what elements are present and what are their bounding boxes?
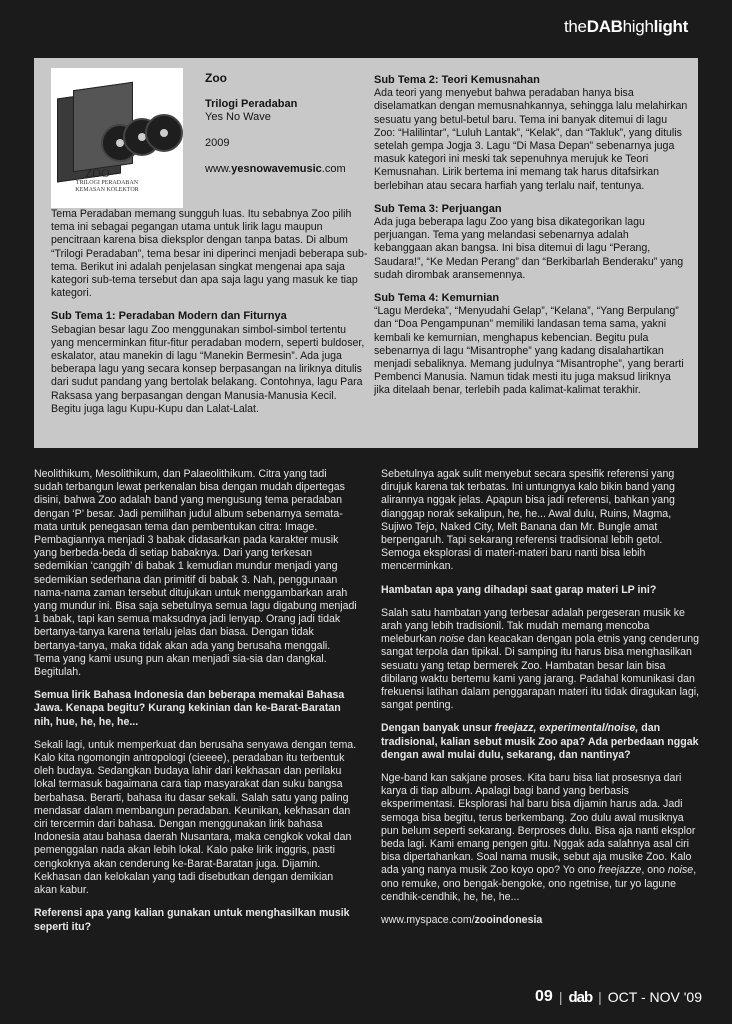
subtheme-4-text: “Lagu Merdeka”, “Menyudahi Gelap”, “Kelana”, “Yang Berpulang” dan “Doa Pengampunan” memiliki landasan tema sama, yakni kembali ke kemurnian, menghapus kebencian. Begitu pula sebenarnya di lagu “Misantrophe” yang kadang disalahartikan menjadi sebaliknya. Memang judulnya “Misantrophe”, yang berarti Pembenci Manusia. Namun tidak mesti itu juga maksud liriknya jika ditelaah benar, terlebih pada kalimat-kalimat terakhir. [374, 305, 684, 397]
footer-divider: | [598, 989, 602, 1005]
album-artist: Zoo [205, 71, 227, 85]
interview-question: Semua lirik Bahasa Indonesia dan beberapa memakai Bahasa Jawa. Kenapa begitu? Kurang kekinian dan ke-Barat-Baratan nih, hue, he, he, he... [34, 689, 345, 728]
album-title: Trilogi Peradaban [205, 98, 298, 110]
article-paragraph: Neolithikum, Mesolithikum, dan Palaeolithikum. Citra yang tadi sudah terbangun lewat perkenalan bisa dengan mudah dipertegas disini, bahwa Zoo adalah band yang mengusung tema peradaban dengan ‘P’ besar. Jadi pemilihan judul album sebenarnya semata-mata untuk penegasan tema dan pembentukan citra: Image. Pembagiannya menjadi 3 babak didasarkan pada karakter musik yang berbeda-beda di setiap babaknya. Dari yang terkesan sedemikian ‘canggih’ di babak 1 kemudian mundur menjadi yang sedemikian sederhana dan primitif di babak 3. Nah, penggunaan nama-nama zaman tersebut ditujukan untuk menggambarkan arah yang mundur ini. Bisa saja sebetulnya semua lagu digabung menjadi 1 babak, tapi kan semua maksudnya jadi lenyap. Orang jadi tidak bertanya-tanya karena terlalu jelas dan biasa. Dengan tidak bertanya-tanya, maka tidak akan ada yang berusaha menggali. Tema yang kami usung pun akan menjadi sia-sia dan dangkal. Begitulah. [34, 468, 357, 679]
album-year: 2009 [205, 137, 230, 149]
interview-question: Dengan banyak unsur freejazz, experimental/noise, dan tradisional, kalian sebut musik Zoo apa? Ada perbedaan nggak dengan awal mulai dulu, sekarang, dan nantinya? [381, 722, 699, 761]
interview-question: Hambatan apa yang dihadapi saat garap materi LP ini? [381, 583, 657, 596]
box-left-column [51, 208, 369, 416]
myspace-link[interactable]: www.myspace.com/zooindonesia [381, 914, 543, 927]
article-paragraph: Sekali lagi, untuk memperkuat dan berusaha senyawa dengan tema. Kalo kita ngomongin antropologi (cieeee), peradaban itu terbentuk oleh budaya. Sedangkan budaya lahir dari kekhasan dan perilaku lokal termasuk bagaimana cara tiap masyarakat dan suku bangsa berbahasa. Berarti, bahasa itu dasar sekali. Salah satu yang paling mendasar dalam membangun peradaban. Keunikan, kekhasan dan ciri tercermin dari bahasa. Dengan menggunakan lirik bahasa Indonesia atau bahasa daerah Nusantara, maka cengkok vokal dan pemenggalan nada akan lebih lokal. Kalo pake lirik inggris, pasti cengkoknya akan cenderung ke-Barat-Baratan juga. Dijamin. Kekhasan dan kelokalan yang tadi disebutkan dengan demikian akan kabur. [34, 738, 357, 897]
subtheme-2-text: Ada teori yang menyebut bahwa peradaban hanya bisa diselamatkan dengan memusnahkannya, sehingga lalu melahirkan sesuatu yang betul-betul baru. Tema ini banyak ditemui di lagu Zoo: “Halilintar”, “Luluh Lantak”, “Kelak”, dan “Takluk”, yang ditulis setelah gempa Jogja 3. Lagu “Di Masa Depan” sebenarnya juga masuk kategori ini meski tak sepenuhnya merujuk ke Teori Kemusnahan. Lirik bertema ini memang tak harus ditafsirkan berlebihan atau secara harfiah yang terlalu naif, tentunya. [374, 87, 688, 192]
album-label: Yes No Wave [205, 111, 271, 123]
cd-disc-icon [145, 114, 183, 152]
subtheme-1-heading: Sub Tema 1: Peradaban Modern dan Fiturnya [51, 310, 287, 323]
interview-question: Referensi apa yang kalian gunakan untuk menghasilkan musik seperti itu? [34, 907, 350, 933]
article-paragraph: Nge-band kan sakjane proses. Kita baru bisa liat prosesnya dari karya di tiap album. Apalagi bagi band yang berbasis eksperimentasi. Eksplorasi hal baru bisa dijamin harus ada. Jadi semoga bisa begitu, terus berkembang. Zoo dulu awal musiknya pun belum seperti sekarang. Berproses dulu. Bisa aja nanti eksplor beda lagi. Kami emang pengen gitu. Nggak ada salahnya asal ciri bisa dipertahankan. Soal nama musik, sebut aja musike Zoo. Kalo ada yang nanya musik Zoo koyo opo? Yo ono freejazze, ono noise, ono remuke, ono bengak-bengoke, ono ngetnise, tur yo lagune cendhik-cendhik, he, he, he... [381, 772, 697, 903]
subtheme-3-heading: Sub Tema 3: Perjuangan [374, 202, 502, 215]
article-right-column [381, 468, 701, 927]
page-footer [535, 988, 702, 1006]
dab-logo: dab [568, 988, 593, 1006]
footer-divider: | [558, 989, 563, 1005]
album-info [205, 72, 346, 176]
article-paragraph: Salah satu hambatan yang terbesar adalah pergeseran musik ke arah yang lebih tradisionil. Tak mudah memang mencoba meleburkan noise dan keacakan dengan pola etnis yang cenderung sangat terpola dan tipikal. Di samping itu harus bisa menghasilkan sesuatu yang tetap bermerek Zoo. Hambatan besar lain bisa dibilang waktu bertemu kami yang jarang. Padahal komunikasi dan frekuensi latihan dalam penggarapan materi itu tidak diragukan lagi, sangat penting. [381, 606, 700, 712]
subtheme-3-text: Ada juga beberapa lagu Zoo yang bisa dikategorikan lagu perjuangan. Tema yang melandasi sebenarnya adalah kebanggaan akan bangsa. Ini bisa ditemui di lagu “Perang, Saudara!”, “Ke Medan Perang” dan “Berkibarlah Benderaku” yang sudah dirombak aransemennya. [374, 216, 684, 281]
subtheme-1-text: Sebagian besar lagu Zoo menggunakan simbol-simbol tertentu yang mencerminkan fitur-fitur peradaban modern, seperti buldoser, eskalator, atau manekin di lagu “Manekin Bermesin”. Ada juga beberapa lagu yang secara konsep berpasangan na liriknya ditulis dari sudut pandang yang bertolak belakang. Contohnya, lagu Para Raksasa yang berpasangan dengan Manusia-Manusia Kecil. Begitu juga lagu Kupu-Kupu dan Lalat-Lalat. [51, 323, 365, 415]
page-number: 09 [535, 988, 553, 1005]
album-url[interactable]: www.yesnowavemusic.com [205, 163, 346, 175]
box-right-column [374, 74, 688, 398]
cover-subtitle: TRILOGI PERADABAN KEMASAN KOLEKTOR [75, 180, 139, 193]
subtheme-4-heading: Sub Tema 4: Kemurnian [374, 292, 500, 305]
masthead: theDABhighlight [563, 17, 688, 36]
intro-paragraph: Tema Peradaban memang sungguh luas. Itu sebabnya Zoo pilih tema ini sebagai pegangan utama untuk lirik lagu maupun pencitraan karena bisa dieksplor dengan tanpa batas. Di album “Trilogi Peradaban”, tema besar ini diperinci menjadi beberapa sub-tema. Berikut ini adalah penjelasan singkat mengenai apa saja kategori sub-tema tersebut dan apa saja lagu yang masuk ke tiap kategori. [51, 208, 368, 300]
info-box [34, 58, 698, 448]
article-paragraph: Sebetulnya agak sulit menyebut secara spesifik referensi yang dirujuk karena tak terbatas. Ini untungnya kalo bikin band yang alirannya nggak jelas. Apapun bisa jadi referensi, bahkan yang dianggap norak sekalipun, he, he... Awal dulu, Ruins, Magma, Sujiwo Tejo, Naked City, Melt Banana dan Mr. Bungle amat berpengaruh. Tapi sekarang referensi tradisional lebih getol. Semoga eksplorasi di materi-materi baru nanti bisa lebih mencerminkan. [381, 468, 675, 573]
issue-date: OCT - NOV '09 [607, 989, 702, 1005]
subtheme-2-heading: Sub Tema 2: Teori Kemusnahan [374, 74, 540, 86]
album-cover-image [51, 68, 183, 208]
article-left-column [34, 468, 358, 934]
cover-title: ZOO [85, 166, 110, 180]
